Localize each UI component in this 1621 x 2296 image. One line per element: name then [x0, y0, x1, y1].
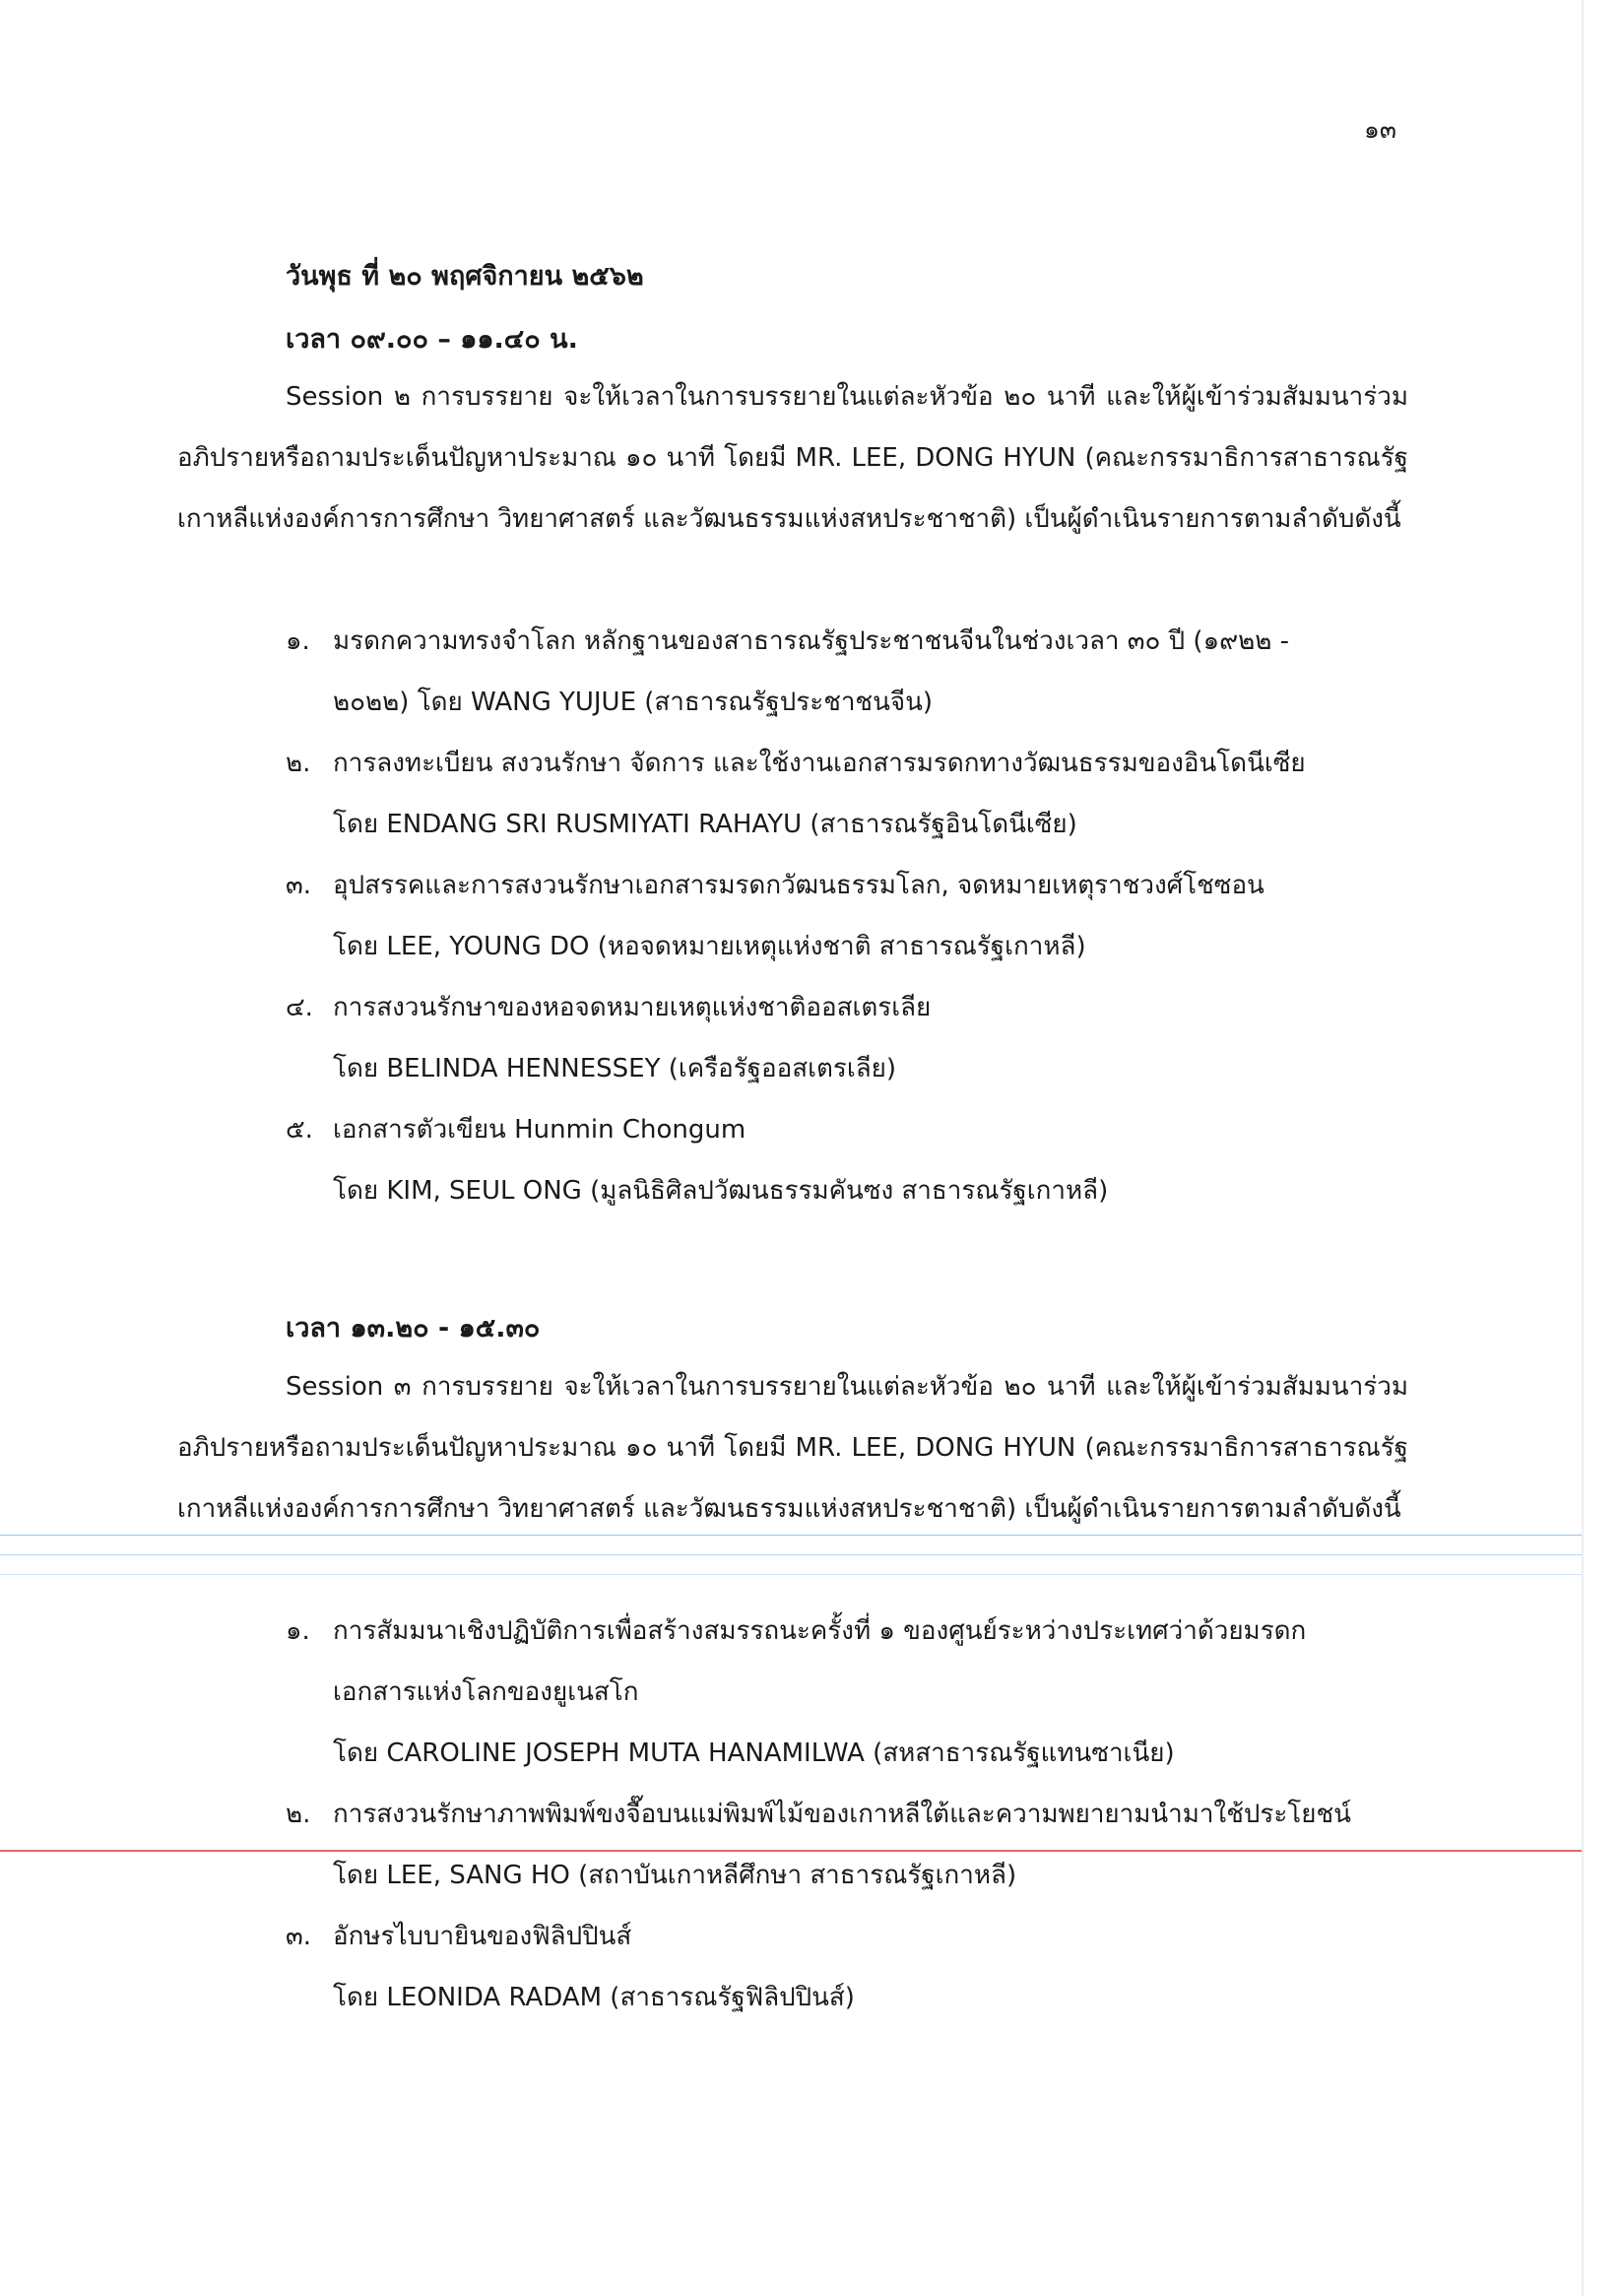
item-number: ๔. — [286, 993, 313, 1022]
list-item — [286, 1099, 1418, 1221]
session3-intro: Session ๓ การบรรยาย จะให้เวลาในการบรรยายในแต่ละหัวข้อ ๒๐ นาที และให้ผู้เข้าร่วมสัมมนาร่วมอภิปรายหรือถามประเด็นปัญหาประมาณ ๑๐ นาที โดยมี MR. LEE, DONG HYUN (คณะกรรมาธิการสาธารณรัฐเกาหลีแห่งองค์การการศึกษา วิทยาศาสตร์ และวัฒนธรรมแห่งสหประชาชาติ) เป็นผู้ดำเนินรายการตามลำดับดังนี้ — [177, 1372, 1408, 1524]
list-item — [286, 855, 1418, 977]
item-speaker: โดย ENDANG SRI RUSMIYATI RAHAYU (สาธารณรัฐอินโดนีเซีย) — [333, 810, 1077, 839]
session2-time: เวลา ๐๙.๐๐ – ๑๑.๔๐ น. — [286, 324, 578, 355]
item-number: ๒. — [286, 1800, 311, 1829]
session3-list — [286, 1601, 1418, 2028]
list-item — [286, 733, 1418, 855]
item-number: ๓. — [286, 1922, 312, 1951]
page-number: ๑๓ — [1364, 115, 1396, 144]
item-speaker: โดย BELINDA HENNESSEY (เครือรัฐออสเตรเลีย) — [333, 1054, 897, 1083]
list-item — [286, 611, 1418, 733]
item-speaker: โดย LEE, SANG HO (สถาบันเกาหลีศึกษา สาธารณรัฐเกาหลี) — [333, 1861, 1017, 1890]
item-speaker: โดย LEONIDA RADAM (สาธารณรัฐฟิลิปปินส์) — [333, 1983, 855, 2012]
item-title: การสงวนรักษาภาพพิมพ์ขงจื๊อบนแม่พิมพ์ไม้ของเกาหลีใต้และความพยายามนำมาใช้ประโยชน์ — [333, 1800, 1351, 1829]
item-title: อุปสรรคและการสงวนรักษาเอกสารมรดกวัฒนธรรมโลก, จดหมายเหตุราชวงศ์โชซอน — [333, 871, 1264, 900]
item-title: มรดกความทรงจำโลก หลักฐานของสาธารณรัฐประชาชนจีนในช่วงเวลา ๓๐ ปี (๑๙๒๒ - — [333, 626, 1290, 656]
item-number: ๒. — [286, 749, 311, 778]
item-speaker: ๒๐๒๒) โดย WANG YUJUE (สาธารณรัฐประชาชนจีน) — [333, 688, 934, 717]
item-speaker: โดย CAROLINE JOSEPH MUTA HANAMILWA (สหสาธารณรัฐแทนซาเนีย) — [333, 1738, 1175, 1768]
session2-list — [286, 611, 1418, 1221]
item-number: ๑. — [286, 1616, 310, 1646]
item-title: อักษรไบบายินของฟิลิปปินส์ — [333, 1922, 632, 1951]
page-edge — [1582, 0, 1584, 2296]
item-number: ๕. — [286, 1115, 313, 1145]
list-item — [286, 977, 1418, 1099]
session3-time: เวลา ๑๓.๒๐ - ๑๕.๓๐ — [286, 1313, 541, 1344]
item-title: การสงวนรักษาของหอจดหมายเหตุแห่งชาติออสเตรเลีย — [333, 993, 932, 1022]
scan-line — [0, 1574, 1582, 1575]
session2-intro: Session ๒ การบรรยาย จะให้เวลาในการบรรยายในแต่ละหัวข้อ ๒๐ นาที และให้ผู้เข้าร่วมสัมมนาร่วมอภิปรายหรือถามประเด็นปัญหาประมาณ ๑๐ นาที โดยมี MR. LEE, DONG HYUN (คณะกรรมาธิการสาธารณรัฐเกาหลีแห่งองค์การการศึกษา วิทยาศาสตร์ และวัฒนธรรมแห่งสหประชาชาติ) เป็นผู้ดำเนินรายการตามลำดับดังนี้ — [177, 382, 1408, 534]
item-title-continued: เอกสารแห่งโลกของยูเนสโก — [333, 1677, 639, 1707]
item-title: เอกสารตัวเขียน Hunmin Chongum — [333, 1115, 746, 1145]
list-item — [286, 1784, 1418, 1906]
list-item — [286, 1906, 1418, 2028]
item-title: การลงทะเบียน สงวนรักษา จัดการ และใช้งานเอกสารมรดกทางวัฒนธรรมของอินโดนีเซีย — [333, 749, 1306, 778]
item-number: ๓. — [286, 871, 312, 900]
item-number: ๑. — [286, 626, 310, 656]
date-heading: วันพุธ ที่ ๒๐ พฤศจิกายน ๒๕๖๒ — [286, 261, 644, 292]
item-title: การสัมมนาเชิงปฏิบัติการเพื่อสร้างสมรรถนะครั้งที่ ๑ ของศูนย์ระหว่างประเทศว่าด้วยมรดก — [333, 1616, 1307, 1646]
item-speaker: โดย LEE, YOUNG DO (หอจดหมายเหตุแห่งชาติ สาธารณรัฐเกาหลี) — [333, 932, 1086, 961]
list-item — [286, 1601, 1418, 1784]
scan-line — [0, 1554, 1582, 1555]
item-speaker: โดย KIM, SEUL ONG (มูลนิธิศิลปวัฒนธรรมคันซง สาธารณรัฐเกาหลี) — [333, 1176, 1109, 1206]
